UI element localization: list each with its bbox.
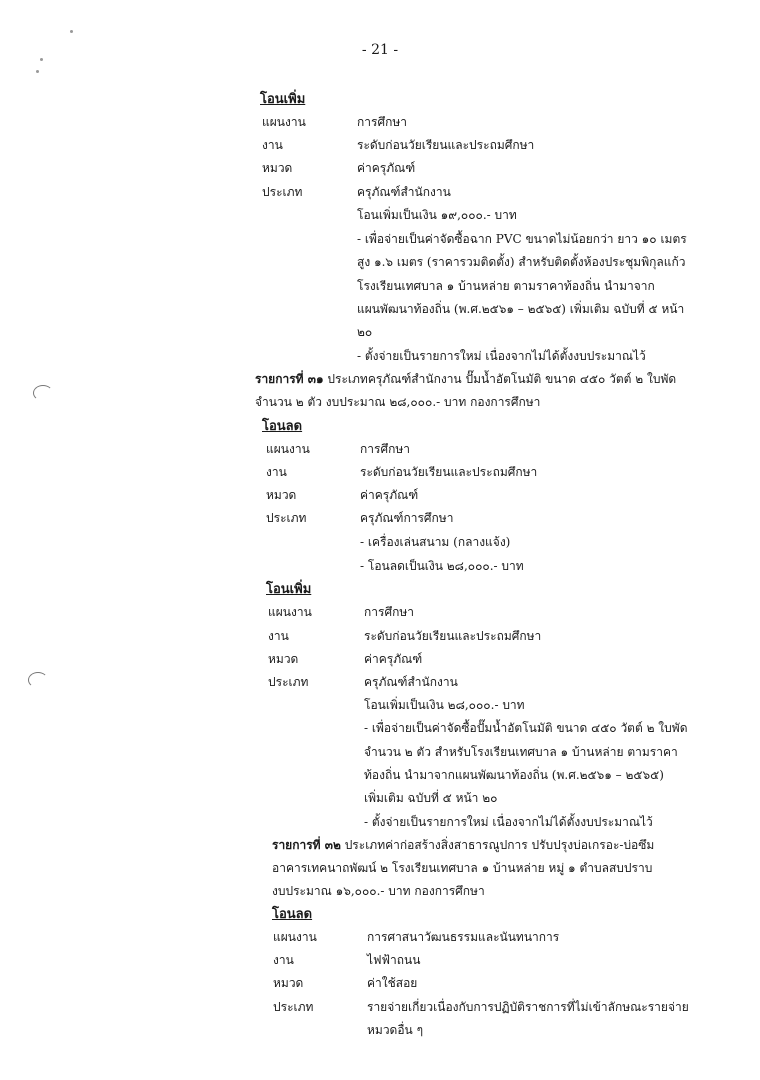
row-value: การศึกษา bbox=[357, 115, 407, 129]
row-value: ค่าใช้สอย bbox=[367, 976, 418, 990]
punch-hole-mark bbox=[28, 672, 48, 688]
row-label: แผนงาน bbox=[266, 442, 310, 456]
section-heading-transfer-out: โอนลด bbox=[262, 419, 303, 434]
row-label: ประเภท bbox=[268, 675, 309, 689]
row-value: ไฟฟ้าถนน bbox=[367, 953, 421, 967]
row-value: ค่าครุภัณฑ์ bbox=[364, 652, 423, 666]
row-label: หมวด bbox=[262, 161, 293, 175]
punch-hole-mark bbox=[33, 385, 53, 401]
row-value: ครุภัณฑ์สำนักงาน bbox=[357, 185, 451, 199]
row-label: งาน bbox=[273, 953, 294, 967]
list-item-32 bbox=[272, 836, 654, 855]
row-label: แผนงาน bbox=[273, 930, 317, 944]
row-value: ค่าครุภัณฑ์ bbox=[357, 161, 416, 175]
row-label: ประเภท bbox=[273, 1000, 314, 1014]
row-label: แผนงาน bbox=[262, 115, 306, 129]
row-label: งาน bbox=[266, 465, 287, 479]
row-value: ระดับก่อนวัยเรียนและประถมศึกษา bbox=[364, 629, 542, 643]
row-label: หมวด bbox=[268, 652, 299, 666]
list-item-31 bbox=[255, 370, 676, 389]
section-heading-transfer-in: โอนเพิ่ม bbox=[266, 582, 312, 597]
detail-line: ท้องถิ่น นำมาจากแผนพัฒนาท้องถิ่น (พ.ศ.๒๕๖๑ – ๒๕๖๕) bbox=[364, 768, 664, 782]
note-line: - ตั้งจ่ายเป็นรายการใหม่ เนื่องจากไม่ได้ตั้งงบประมาณไว้ bbox=[364, 815, 653, 829]
item-text: ประเภทค่าก่อสร้างสิ่งสาธารณูปการ ปรับปรุงบ่อเกรอะ-บ่อซึม bbox=[340, 838, 655, 852]
note-line: - ตั้งจ่ายเป็นรายการใหม่ เนื่องจากไม่ได้ตั้งงบประมาณไว้ bbox=[357, 349, 646, 363]
detail-line: โรงเรียนเทศบาล ๑ บ้านหล่าย ตามราคาท้องถิ่น นำมาจาก bbox=[357, 279, 655, 293]
detail-line: จำนวน ๒ ตัว สำหรับโรงเรียนเทศบาล ๑ บ้านหล่าย ตามราคา bbox=[364, 745, 678, 759]
detail-line: - เพื่อจ่ายเป็นค่าจัดซื้อฉาก PVC ขนาดไม่น้อยกว่า ยาว ๑๐ เมตร bbox=[357, 232, 687, 246]
scan-speck bbox=[36, 70, 39, 73]
detail-line: - เครื่องเล่นสนาม (กลางแจ้ง) bbox=[360, 535, 511, 549]
row-value: การศึกษา bbox=[360, 442, 410, 456]
row-label: ประเภท bbox=[266, 511, 307, 525]
detail-line: เพิ่มเติม ฉบับที่ ๕ หน้า ๒๐ bbox=[364, 791, 498, 805]
section-heading-transfer-out: โอนลด bbox=[272, 907, 313, 922]
row-value: ครุภัณฑ์การศึกษา bbox=[360, 511, 454, 525]
row-value: ครุภัณฑ์สำนักงาน bbox=[364, 675, 458, 689]
continuation-line: หมวดอื่น ๆ bbox=[367, 1023, 424, 1037]
row-value: การศึกษา bbox=[364, 605, 414, 619]
row-label: หมวด bbox=[266, 488, 297, 502]
detail-line: แผนพัฒนาท้องถิ่น (พ.ศ.๒๕๖๑ – ๒๕๖๕) เพิ่มเติม ฉบับที่ ๕ หน้า bbox=[357, 302, 685, 316]
row-label: แผนงาน bbox=[268, 605, 312, 619]
row-label: ประเภท bbox=[262, 185, 303, 199]
detail-line: - เพื่อจ่ายเป็นค่าจัดซื้อปั๊มน้ำอัตโนมัติ ขนาด ๔๕๐ วัตต์ ๒ ใบพัด bbox=[364, 721, 688, 735]
row-value: รายจ่ายเกี่ยวเนื่องกับการปฏิบัติราชการที่ไม่เข้าลักษณะรายจ่าย bbox=[367, 1000, 689, 1014]
item-lead: รายการที่ ๓๑ bbox=[255, 372, 324, 386]
detail-line: ๒๐ bbox=[357, 325, 373, 339]
row-label: งาน bbox=[262, 138, 283, 152]
item-text: งบประมาณ ๑๖,๐๐๐.- บาท กองการศึกษา bbox=[272, 884, 485, 898]
detail-line: สูง ๑.๖ เมตร (ราคารวมติดตั้ง) สำหรับติดตั้งห้องประชุมพิกุลแก้ว bbox=[357, 255, 686, 269]
item-text: อาคารเทคนาถพัฒน์ ๒ โรงเรียนเทศบาล ๑ บ้านหล่าย หมู่ ๑ ตำบลสบปราบ bbox=[272, 861, 653, 875]
amount-text: โอนเพิ่มเป็นเงิน ๑๙,๐๐๐.- บาท bbox=[357, 208, 517, 222]
row-value: ระดับก่อนวัยเรียนและประถมศึกษา bbox=[360, 465, 538, 479]
item-text: จำนวน ๒ ตัว งบประมาณ ๒๘,๐๐๐.- บาท กองการศึกษา bbox=[255, 395, 541, 409]
section-heading-transfer-in: โอนเพิ่ม bbox=[260, 92, 306, 107]
row-label: หมวด bbox=[273, 976, 304, 990]
row-label: งาน bbox=[268, 629, 289, 643]
amount-text: โอนเพิ่มเป็นเงิน ๒๘,๐๐๐.- บาท bbox=[364, 698, 525, 712]
row-value: การศาสนาวัฒนธรรมและนันทนาการ bbox=[367, 930, 560, 944]
detail-line: - โอนลดเป็นเงิน ๒๘,๐๐๐.- บาท bbox=[360, 559, 524, 573]
scan-speck bbox=[70, 30, 73, 33]
scan-speck bbox=[40, 58, 43, 61]
item-lead: รายการที่ ๓๒ bbox=[272, 838, 341, 852]
row-value: ค่าครุภัณฑ์ bbox=[360, 488, 419, 502]
item-text: ประเภทครุภัณฑ์สำนักงาน ปั๊มน้ำอัตโนมัติ ขนาด ๔๕๐ วัตต์ ๒ ใบพัด bbox=[323, 372, 677, 386]
page-number: - 21 - bbox=[361, 42, 399, 58]
row-value: ระดับก่อนวัยเรียนและประถมศึกษา bbox=[357, 138, 535, 152]
